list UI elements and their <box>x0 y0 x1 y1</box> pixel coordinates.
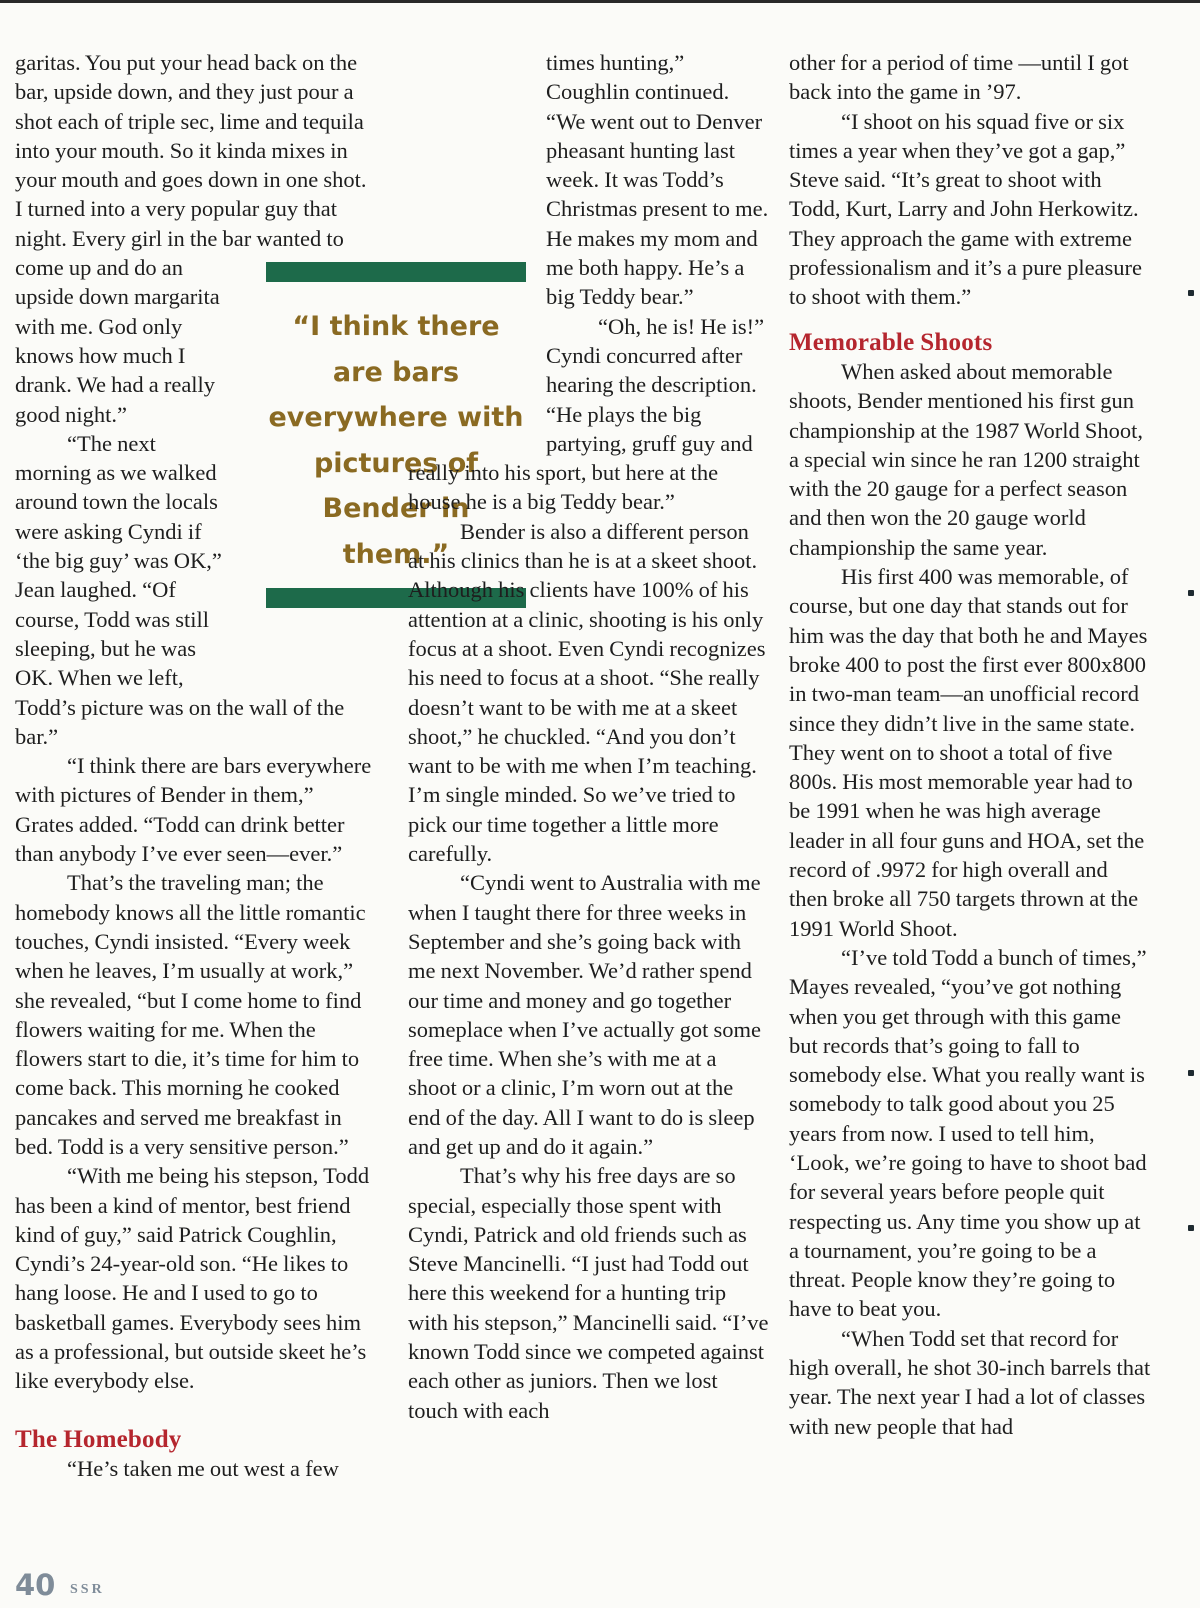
paragraph: His first 400 was memorable, of course, but one day that stands out for him was the day that both he and Mayes broke 400 to post the first ever 800x800 in two-man team—an unofficial record since they didn’t live in the same state. They went on to shoot a total of five 800s. His most memorable year had to be 1991 when he was high average leader in all four guns and HOA, set the record of .9972 for high overall and then broke all 750 targets thrown at the 1991 World Shoot. <box>789 564 1148 941</box>
section-heading-memorable-shoots: Memorable Shoots <box>789 328 993 356</box>
paragraph: When asked about memorable shoots, Bender mentioned his first gun championship at the 1987 World Shoot, a special win since he ran 1200 straight with the 20 gauge for a perfect season and then won the 20 gauge world championship the same year. <box>789 358 1143 560</box>
paragraph: “The next morning as we walked around town the locals were asking Cyndi if ‘the big guy’ was OK,” Jean laughed. “Of course, Todd was still sleeping, but he was OK. When we left, Todd’s picture was on the wall of the bar.” <box>15 430 345 749</box>
pull-quote-text: “I think there are bars everywhere with pictures of Bender in them.” <box>268 311 524 570</box>
paragraph: That’s the traveling man; the homebody knows all the little romantic touches, Cyndi insisted. “Every week when he leaves, I’m usually at work,” she revealed, “but I come home to find flowers waiting for me. When the flowers start to die, it’s time for him to come back. This morning he cooked pancakes and served me breakfast in bed. Todd is a very sensitive person.” <box>15 870 366 1159</box>
paragraph: “With me being his stepson, Todd has been a kind of mentor, best friend kind of guy,” said Patrick Coughlin, Cyndi’s 24-year-old son. “He likes to hang loose. He and I used to go to basketball games. Everybody sees him as a professional, but outside skeet he’s like everybody else. <box>15 1163 370 1394</box>
binding-mark <box>1188 590 1194 596</box>
paragraph: “When Todd set that record for high overall, he shot 30-inch barrels that year. The next year I had a lot of classes with new people that had <box>789 1325 1151 1439</box>
paragraph: “I think there are bars everywhere with pictures of Bender in them,” Grates added. “Todd can drink better than anybody I’ve ever seen—ever.” <box>15 753 372 867</box>
binding-mark <box>1188 1225 1194 1231</box>
paragraph: “Cyndi went to Australia with me when I taught there for three weeks in September and she’s going back with me next November. We’d rather spend our time and money and go together someplace when I’ve actually got some free time. When she’s with me at a shoot or a clinic, I’m worn out at the end of the day. All I want to do is sleep and get up and do it again.” <box>408 870 761 1159</box>
binding-mark <box>1188 1070 1194 1076</box>
paragraph: garitas. You put your head back on the bar, upside down, and they just pour a shot each of triple sec, lime and tequila into your mouth. So it kinda mixes in your mouth and goes down in one shot. I turned into a very popular guy that night. Every girl in the bar wanted to come up and do an upside down margarita with me. God only knows how much I drank. We had a really good night.” <box>15 50 367 427</box>
top-rule <box>0 0 1200 3</box>
binding-mark <box>1188 290 1194 296</box>
paragraph: other for a period of time —until I got back into the game in ’97. <box>789 50 1129 105</box>
article-column-2 <box>408 48 770 1425</box>
page-number: 40 <box>15 1568 56 1602</box>
section-heading-homebody: The Homebody <box>15 1425 182 1453</box>
paragraph: “I’ve told Todd a bunch of times,” Mayes revealed, “you’ve got nothing when you get through with this game but records that’s going to fall to somebody else. What you really want is somebody to talk good about you 25 years from now. I used to tell him, ‘Look, we’re going to have to shoot bad for several years before people quit respecting us. Any time you show up at a tournament, you’re going to be a threat. People know they’re going to have to beat you. <box>789 944 1147 1322</box>
paragraph: “I shoot on his squad five or six times a year when they’ve got a gap,” Steve said. “It’s great to shoot with Todd, Kurt, Larry and John Herkowitz. They approach the game with extreme professionalism and it’s a pure pleasure to shoot with them.” <box>789 108 1143 310</box>
article-column-3 <box>789 48 1151 1441</box>
paragraph: “He’s taken me out west a few <box>67 1456 339 1482</box>
paragraph: That’s why his free days are so special, especially those spent with Cyndi, Patrick and old friends such as Steve Mancinelli. “I just had Todd out here this weekend for a hunting trip with his stepson,” Mancinelli said. “I’ve known Todd since we competed against each other as juniors. Then we lost touch with each <box>408 1163 769 1423</box>
paragraph: Bender is also a different person at his clinics than he is at a skeet shoot. Although his clients have 100% of his attention at a clinic, shooting is his only focus at a shoot. Even Cyndi recognizes his need to focus at a shoot. “She really doesn’t want to be with me at a skeet shoot,” he chuckled. “And you don’t want to be with me when I’m teaching. I’m single minded. So we’ve tried to pick our time together a little more carefully. <box>408 518 766 867</box>
paragraph: “Oh, he is! He is!” Cyndi concurred after hearing the description. “He plays the big partying, gruff guy and really into his sport, but here at the house he is a big Teddy bear.” <box>408 313 765 515</box>
magazine-name: SSR <box>70 1582 105 1597</box>
paragraph: times hunting,” Coughlin continued. “We went out to Denver pheasant hunting last week. It was Todd’s Christmas present to me. He makes my mom and me both happy. He’s a big Teddy bear.” <box>546 50 769 310</box>
